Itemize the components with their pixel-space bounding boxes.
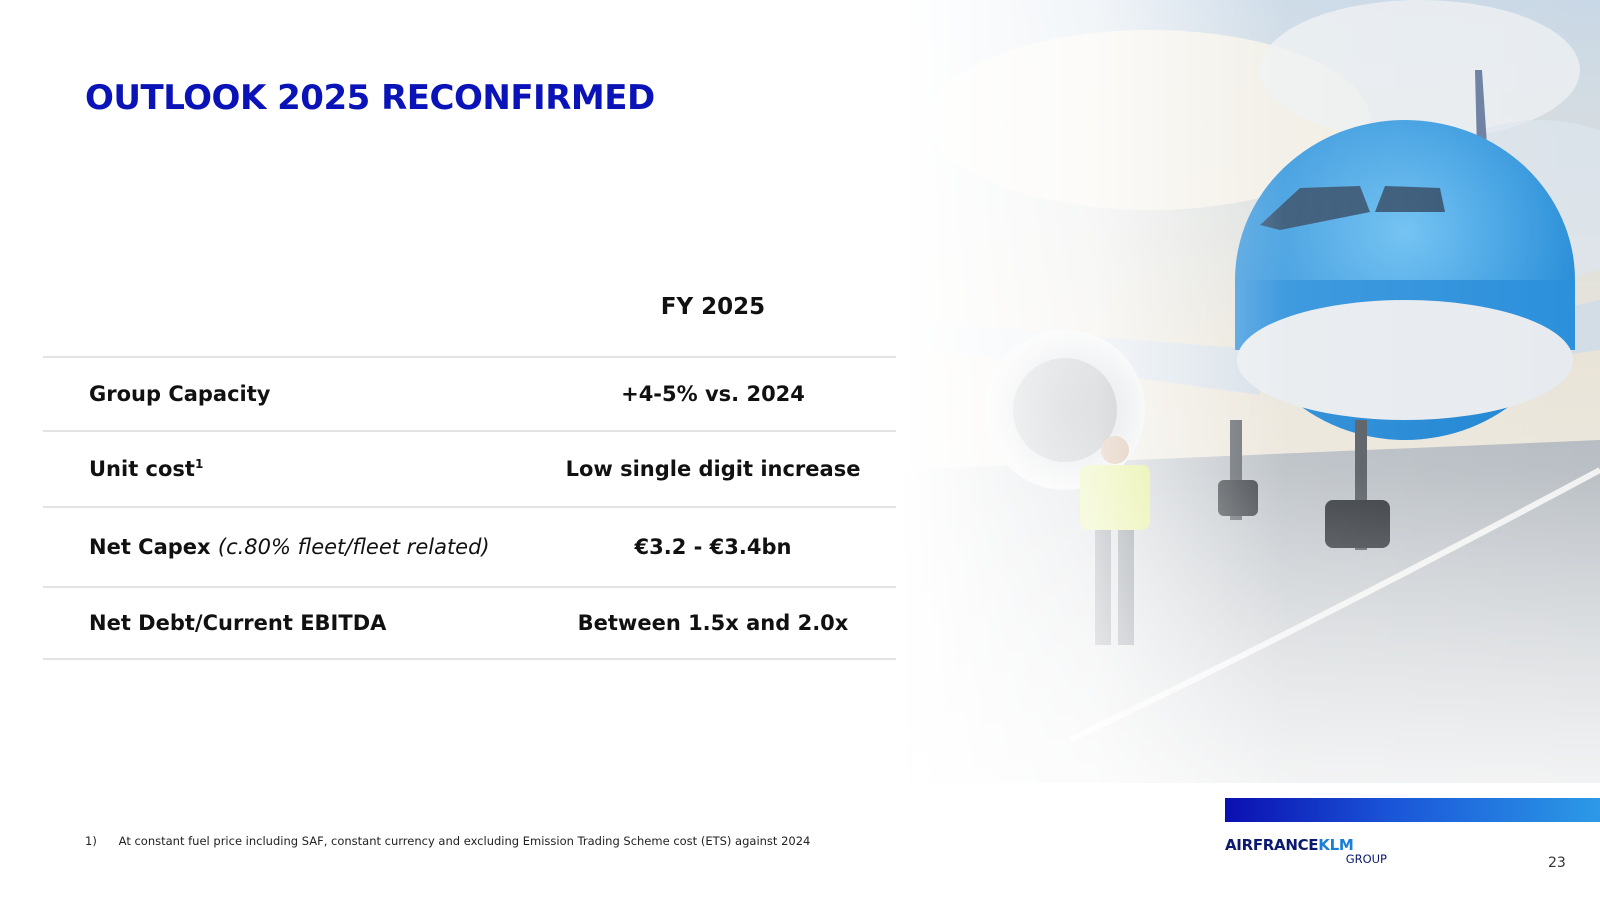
page-number: 23 xyxy=(1548,855,1566,871)
row-label xyxy=(89,611,386,635)
row-value: Between 1.5x and 2.0x xyxy=(577,611,849,635)
footnote xyxy=(85,834,810,848)
airplane-illustration xyxy=(900,0,1600,783)
row-label-text: Net Capex xyxy=(89,535,211,559)
row-value: €3.2 - €3.4bn xyxy=(634,535,792,559)
row-label-text: Net Debt/Current EBITDA xyxy=(89,611,387,635)
logo-group: GROUP xyxy=(1345,852,1387,866)
footnote-number: 1) xyxy=(85,834,97,848)
row-label-text: Unit cost xyxy=(89,457,195,481)
outlook-table xyxy=(43,280,896,660)
logo-airfrance: AIRFRANCE xyxy=(1225,836,1319,854)
row-label xyxy=(89,457,203,481)
table-row xyxy=(43,586,896,660)
logo-klm: KLM xyxy=(1318,836,1354,854)
footnote-marker: 1 xyxy=(194,457,204,471)
column-header-fy2025: FY 2025 xyxy=(660,294,766,320)
footnote-text: At constant fuel price including SAF, constant currency and excluding Emission Trading Scheme cost (ETS) against 2024 xyxy=(118,834,811,848)
row-value: +4-5% vs. 2024 xyxy=(621,382,805,406)
table-row xyxy=(43,356,896,430)
hero-photo-airplane xyxy=(900,0,1600,783)
row-value: Low single digit increase xyxy=(565,457,861,481)
row-label xyxy=(89,382,270,406)
table-header xyxy=(43,280,896,356)
row-label-text: Group Capacity xyxy=(89,382,271,406)
slide-title: OUTLOOK 2025 RECONFIRMED xyxy=(85,78,655,118)
row-label-note: (c.80% fleet/fleet related) xyxy=(217,535,490,559)
brand-gradient-bar xyxy=(1225,798,1600,822)
table-row xyxy=(43,506,896,586)
table-row xyxy=(43,430,896,506)
airfrance-klm-logo xyxy=(1225,838,1387,866)
row-label xyxy=(89,535,490,559)
